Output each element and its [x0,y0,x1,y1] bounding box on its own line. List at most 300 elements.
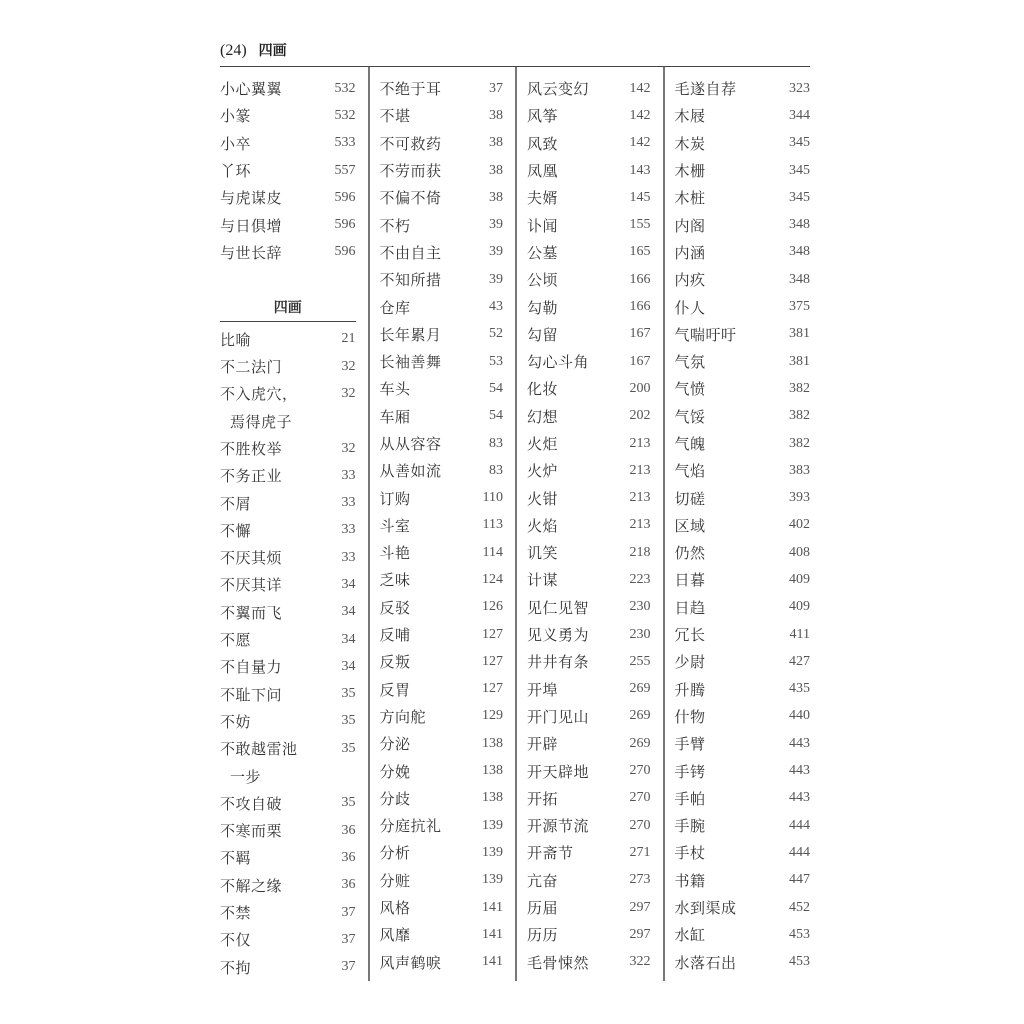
entry-term: 开天辟地 [527,762,590,781]
index-entry [675,894,811,921]
entry-page-number: 166 [629,271,651,287]
entry-page-number: 202 [629,408,651,424]
entry-page-number: 322 [629,954,651,970]
index-entry [527,239,651,266]
entry-term: 反哺 [379,626,411,645]
index-entry [527,785,651,812]
entry-term: 开斋节 [527,844,574,863]
index-entry [380,757,504,784]
entry-term: 冗长 [674,626,706,645]
entry-page-number: 348 [789,244,810,260]
entry-term: 什物 [674,707,706,726]
entry-term: 开拓 [527,789,559,808]
entry-page-number: 453 [789,954,810,970]
entry-page-number: 124 [482,571,503,587]
entry-term: 内疚 [674,271,706,290]
entry-page-number: 427 [789,653,810,669]
index-entry [220,762,356,789]
entry-term: 仓库 [379,298,411,317]
entry-term: 亢奋 [527,871,559,890]
entry-term: 小篆 [220,107,252,126]
index-entry [220,239,356,266]
index-entry [675,348,811,375]
entry-page-number: 381 [789,353,810,369]
entry-term: 火炉 [527,462,559,481]
entry-page-number: 323 [789,80,810,96]
entry-page-number: 110 [482,490,503,506]
entry-page-number: 33 [341,467,356,483]
entry-term: 水落石出 [674,953,737,972]
entry-term: 订购 [379,489,411,508]
entry-term: 从从容容 [379,435,442,453]
index-entry [527,102,651,129]
index-entry [380,730,504,757]
entry-term: 日趋 [674,598,706,617]
index-entry [220,735,356,762]
index-entry [675,430,811,457]
entry-term: 不朽 [379,216,411,235]
entry-term: 气愤 [674,380,706,399]
entry-page-number: 297 [629,926,651,942]
entry-term: 风声鹤唳 [379,953,442,972]
section-spacer [220,266,356,293]
entry-page-number: 271 [629,844,651,860]
index-entry [220,872,356,899]
entry-page-number: 167 [629,353,651,369]
entry-page-number: 443 [789,763,810,779]
entry-term: 讣闻 [527,216,559,235]
entry-term: 夫婿 [527,189,559,208]
entry-page-number: 52 [489,326,503,342]
entry-term: 气喘吁吁 [674,325,737,344]
index-entry [527,211,651,238]
entry-term: 与虎谋皮 [220,189,283,208]
index-entry [220,653,356,680]
entry-page-number: 155 [629,217,651,233]
entry-page-number: 138 [482,790,503,806]
entry-page-number: 393 [789,490,810,506]
entry-term: 不可救药 [379,134,442,153]
index-entry [380,457,504,484]
entry-page-number: 269 [629,708,651,724]
index-entry [380,321,504,348]
entries [527,75,651,976]
index-entry [220,708,356,735]
index-entry [527,703,651,730]
entry-term: 不羁 [220,849,252,868]
index-entry [220,462,356,489]
index-entry [527,757,651,784]
index-entry [380,403,504,430]
entry-term: 水到渠成 [674,899,737,918]
index-entry [380,949,504,976]
entry-term: 木桩 [674,189,706,208]
page-header-title: 四画 [258,43,287,59]
entry-page-number: 223 [629,571,651,587]
index-entry [675,648,811,675]
entry-page-number: 32 [341,385,356,401]
index-entry [380,785,504,812]
index-entry [380,594,504,621]
entry-page-number: 139 [482,817,503,833]
entry-term: 不敢越雷池 [220,740,298,759]
entry-page-number: 37 [489,80,503,96]
entry-page-number: 409 [789,599,810,615]
index-entry [527,512,651,539]
entry-page-number: 34 [341,604,356,620]
entry-page-number: 408 [789,544,810,560]
index-entry [675,266,811,293]
entry-term: 内阁 [674,216,706,235]
entry-term: 不解之缘 [220,876,283,895]
index-entry [527,321,651,348]
index-entry [527,130,651,157]
entry-page-number: 39 [489,244,503,260]
entry-term: 手杖 [674,844,706,863]
entries [380,75,504,976]
index-entry [527,430,651,457]
entry-term: 火焰 [527,516,559,535]
entry-page-number: 382 [789,435,810,451]
entry-term: 风云变幻 [527,80,590,99]
entry-term: 手臂 [674,735,706,754]
entry-page-number: 35 [341,795,356,811]
index-entry [380,894,504,921]
entry-term: 丫环 [220,162,252,181]
index-entry [380,921,504,948]
index-entry [675,839,811,866]
index-entry [675,211,811,238]
index-entry [675,484,811,511]
entry-page-number: 213 [629,517,651,533]
index-entry [380,130,504,157]
entry-term: 化妆 [527,380,559,399]
entry-page-number: 34 [341,631,356,647]
entry-page-number: 375 [789,299,810,315]
entry-page-number: 200 [629,380,651,396]
index-entry [675,621,811,648]
entry-page-number: 138 [482,763,503,779]
entry-page-number: 443 [789,790,810,806]
entry-page-number: 126 [482,599,503,615]
entry-term: 见义勇为 [527,626,590,645]
index-entry [527,921,651,948]
entry-page-number: 139 [482,844,503,860]
entry-page-number: 33 [341,495,356,511]
entry-term: 日暮 [674,571,706,590]
index-entry [675,730,811,757]
index-entry [220,408,356,435]
index-entry [380,539,504,566]
index-entry [220,157,356,184]
index-entry [675,757,811,784]
entry-page-number: 145 [629,189,651,205]
entry-page-number: 297 [629,899,651,915]
index-entry [527,566,651,593]
index-entry [380,867,504,894]
index-entry [675,403,811,430]
entry-term: 切磋 [674,489,706,508]
index-entry [220,130,356,157]
entry-page-number: 32 [341,358,356,374]
index-entry [527,457,651,484]
entry-page-number: 443 [789,735,810,751]
entry-term: 毛骨悚然 [527,953,590,972]
index-entry [527,539,651,566]
entry-page-number: 269 [629,681,651,697]
index-entry [527,894,651,921]
index-entry [220,954,356,981]
entry-term: 少尉 [674,653,706,672]
index-entry [527,484,651,511]
index-page [220,40,810,981]
index-entry [220,517,356,544]
index-columns [220,67,810,981]
entry-term: 分赃 [379,871,411,890]
entry-term: 讥笑 [527,544,559,563]
entry-page-number: 533 [334,135,356,151]
entry-term: 气馁 [674,407,706,426]
entry-term: 分析 [379,844,411,863]
entry-term: 木屐 [674,107,706,126]
entry-term: 仍然 [674,544,706,563]
index-column-1 [220,67,368,981]
entry-term: 不仅 [220,931,252,950]
index-entry [675,375,811,402]
entry-page-number: 21 [341,331,356,347]
entry-page-number: 382 [789,380,810,396]
entry-page-number: 34 [341,576,356,592]
entry-page-number: 402 [789,517,810,533]
entry-term: 气焰 [674,462,706,481]
index-entry [380,621,504,648]
entry-page-number: 36 [341,877,356,893]
entry-page-number: 435 [789,681,810,697]
entry-page-number: 348 [789,271,810,287]
index-entry [220,544,356,571]
entry-term: 气氛 [674,353,706,372]
entry-term: 方向舵 [379,707,427,726]
entry-page-number: 344 [789,107,810,123]
entry-term: 风筝 [527,107,559,126]
index-entry [220,681,356,708]
entry-term: 不寒而栗 [220,822,283,841]
entry-term: 井井有条 [527,653,590,672]
entry-term: 分歧 [379,789,411,808]
index-entry [380,703,504,730]
entry-page-number: 383 [789,462,810,478]
entry-page-number: 39 [489,217,503,233]
page-number: (24) [220,42,247,59]
entry-term: 分娩 [379,762,411,781]
entry-term: 与日俱增 [220,216,283,235]
entry-term: 不攻自破 [220,794,283,813]
entry-page-number: 230 [629,599,651,615]
entry-term: 勾勒 [527,298,559,317]
entry-term: 风靡 [379,926,411,945]
entry-term: 历历 [527,926,559,945]
entry-term: 分庭抗礼 [379,817,442,836]
entry-page-number: 270 [629,817,651,833]
entries [675,75,811,976]
index-entry [220,790,356,817]
index-entry [675,130,811,157]
entry-term: 不懈 [220,521,252,540]
index-entry [220,353,356,380]
index-entry [527,348,651,375]
entry-term: 火钳 [527,489,559,508]
entry-term: 不劳而获 [379,162,442,181]
top-entries [220,75,356,266]
index-entry [675,184,811,211]
entry-term: 勾心斗角 [527,353,590,372]
entry-term: 火炬 [527,435,559,453]
index-entry [220,102,356,129]
entry-term: 不自量力 [220,658,283,677]
index-entry [527,730,651,757]
entry-page-number: 409 [789,571,810,587]
index-entry [527,839,651,866]
index-entry [527,676,651,703]
index-entry [527,403,651,430]
entry-page-number: 269 [629,735,651,751]
section-rule [220,321,356,322]
entry-page-number: 36 [341,849,356,865]
entry-term: 小心翼翼 [220,80,283,99]
entry-term: 斗艳 [379,544,411,563]
entry-page-number: 54 [489,408,503,424]
entry-term: 小卒 [220,134,252,153]
entry-page-number: 83 [489,462,503,478]
index-entry [220,184,356,211]
entry-page-number: 143 [629,162,651,178]
entry-page-number: 141 [482,926,503,942]
index-entry [220,75,356,102]
entry-page-number: 213 [629,490,651,506]
entry-page-number: 35 [341,740,356,756]
entry-page-number: 35 [341,713,356,729]
index-entry [380,211,504,238]
index-column-3 [515,67,663,981]
index-entry [675,539,811,566]
entry-page-number: 38 [489,162,503,178]
index-entry [220,571,356,598]
entry-term: 公顷 [527,271,559,290]
entry-term: 手腕 [674,817,706,836]
entry-page-number: 411 [789,626,810,642]
entry-term: 不二法门 [220,358,283,377]
entry-term: 升腾 [674,680,706,699]
entries [220,326,356,981]
index-entry [380,157,504,184]
entry-term: 内涵 [674,243,706,262]
entry-page-number: 114 [482,544,503,560]
entry-page-number: 218 [629,544,651,560]
entry-page-number: 270 [629,790,651,806]
entry-term: 水缸 [674,926,706,945]
entry-term: 不知所措 [379,271,442,290]
entry-page-number: 37 [341,904,356,920]
entry-term: 仆人 [674,298,706,317]
entry-term: 乏味 [379,571,411,590]
entry-page-number: 35 [341,686,356,702]
entry-page-number: 255 [629,653,651,669]
entry-page-number: 345 [789,189,810,205]
index-entry [527,266,651,293]
entry-term: 开门见山 [527,707,590,726]
entry-page-number: 127 [482,653,503,669]
entry-page-number: 444 [789,817,810,833]
entry-page-number: 166 [629,299,651,315]
entry-term: 反驳 [379,598,411,617]
entry-term: 不愿 [220,631,252,650]
entry-page-number: 138 [482,735,503,751]
entry-page-number: 453 [789,926,810,942]
entry-term: 木炭 [674,134,706,153]
entry-term: 不禁 [220,904,252,923]
entry-term: 风致 [527,134,559,153]
entry-page-number: 32 [341,440,356,456]
entry-page-number: 36 [341,822,356,838]
entry-term: 开源节流 [527,817,590,836]
index-entry [380,348,504,375]
index-entry [675,949,811,976]
index-entry [220,926,356,953]
entry-term: 分泌 [379,735,411,754]
entry-term: 见仁见智 [527,598,590,617]
index-entry [675,457,811,484]
index-entry [380,293,504,320]
entry-page-number: 33 [341,549,356,565]
index-entry [527,949,651,976]
entry-term: 不屑 [220,494,252,513]
entry-term: 不务正业 [220,467,283,486]
entry-term: 勾留 [527,325,559,344]
index-entry [675,321,811,348]
entry-page-number: 381 [789,326,810,342]
entry-page-number: 444 [789,844,810,860]
index-entry [380,75,504,102]
entry-term: 不由自主 [379,243,442,262]
index-entry [380,812,504,839]
entry-term: 不胜枚举 [220,440,283,458]
index-entry [675,921,811,948]
entry-page-number: 270 [629,763,651,779]
entry-term: 车头 [379,380,411,399]
index-entry [380,676,504,703]
entry-term: 不绝于耳 [379,80,442,99]
entry-term: 毛遂自荐 [674,80,737,99]
index-entry [527,594,651,621]
index-entry [675,785,811,812]
entry-term: 一步 [230,767,262,786]
entry-page-number: 596 [334,217,356,233]
index-entry [527,293,651,320]
entry-page-number: 165 [629,244,651,260]
entry-page-number: 39 [489,271,503,287]
index-entry [675,867,811,894]
index-entry [675,566,811,593]
entry-term: 长袖善舞 [379,353,442,372]
index-entry [527,157,651,184]
entry-page-number: 230 [629,626,651,642]
entry-term: 反胃 [379,680,411,699]
entry-page-number: 129 [482,708,503,724]
entry-page-number: 53 [489,353,503,369]
entry-term: 不妨 [220,712,252,731]
entry-term: 手帕 [674,789,706,808]
entry-term: 不入虎穴， [220,385,298,404]
